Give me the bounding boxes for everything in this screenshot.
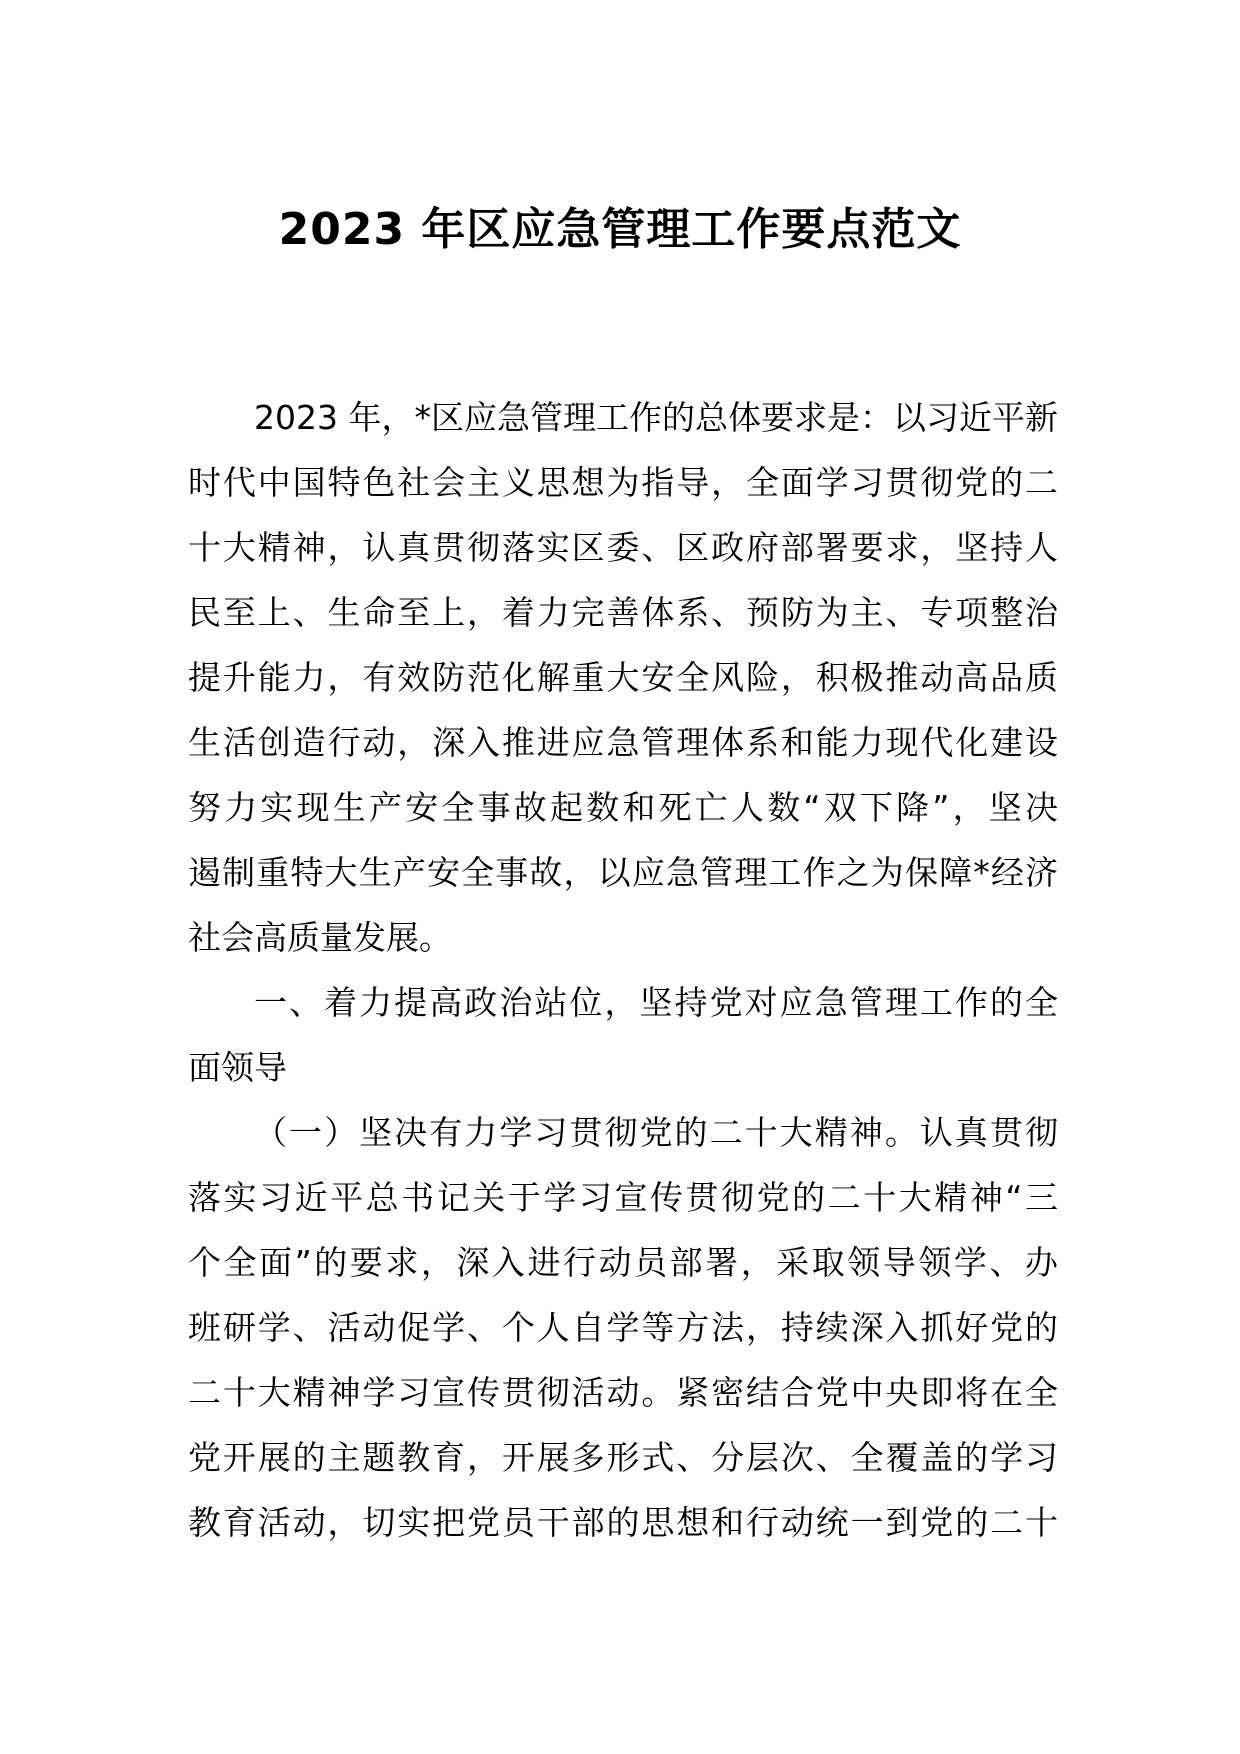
paragraph-2-line-1: （一）坚决有力学习贯彻党的二十大精神。认真贯彻: [254, 1113, 1058, 1152]
paragraph-1-line-8: 遏制重特大生产安全事故，以应急管理工作之为保障*经济: [188, 853, 1058, 892]
section-heading-line-1: 一、着力提高政治站位，坚持党对应急管理工作的全: [254, 983, 1058, 1022]
paragraph-2-line-7: 教育活动，切实把党员干部的思想和行动统一到党的二十: [188, 1503, 1058, 1542]
document-title: 2023 年区应急管理工作要点范文: [278, 204, 962, 255]
section-heading-line-2: 面领导: [188, 1048, 287, 1087]
paragraph-1-line-3: 十大精神，认真贯彻落实区委、区政府部署要求，坚持人: [188, 528, 1058, 567]
paragraph-2-line-5: 二十大精神学习宣传贯彻活动。紧密结合党中央即将在全: [188, 1373, 1058, 1412]
paragraph-1-line-9: 社会高质量发展。: [188, 918, 452, 957]
document-body: [188, 385, 1058, 1555]
paragraph-1-line-6: 生活创造行动，深入推进应急管理体系和能力现代化建设: [188, 723, 1058, 762]
paragraph-1-line-2: 时代中国特色社会主义思想为指导，全面学习贯彻党的二: [188, 463, 1058, 502]
paragraph-2-line-3: 个全面”的要求，深入进行动员部署，采取领导领学、办: [188, 1243, 1058, 1282]
paragraph-2-line-4: 班研学、活动促学、个人自学等方法，持续深入抓好党的: [188, 1308, 1058, 1347]
paragraph-1-line-4: 民至上、生命至上，着力完善体系、预防为主、专项整治: [188, 593, 1058, 632]
paragraph-1-line-7: 努力实现生产安全事故起数和死亡人数“双下降”，坚决: [188, 788, 1058, 827]
paragraph-2-line-6: 党开展的主题教育，开展多形式、分层次、全覆盖的学习: [188, 1438, 1058, 1477]
paragraph-1-line-1: 2023 年，*区应急管理工作的总体要求是：以习近平新: [254, 398, 1058, 437]
paragraph-2-line-2: 落实习近平总书记关于学习宣传贯彻党的二十大精神“三: [188, 1178, 1058, 1217]
paragraph-1-line-5: 提升能力，有效防范化解重大安全风险，积极推动高品质: [188, 658, 1058, 697]
